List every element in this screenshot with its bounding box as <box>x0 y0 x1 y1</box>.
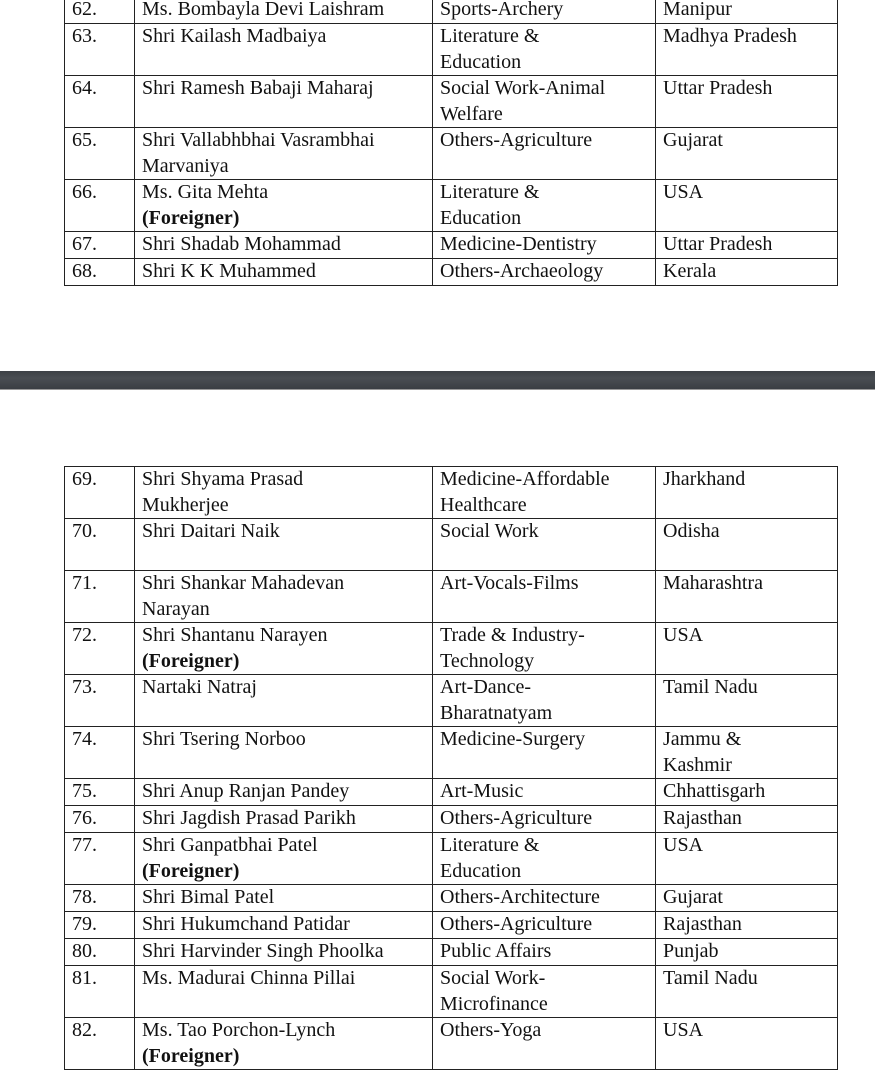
state-country-cell <box>656 833 838 885</box>
serial-number-cell <box>65 1018 135 1070</box>
serial-number-cell <box>65 885 135 912</box>
cell-text: 75. <box>72 780 97 802</box>
cell-text: Medicine-Surgery <box>440 728 586 750</box>
state-country-cell <box>656 467 838 519</box>
cell-text: Jharkhand <box>663 468 746 490</box>
state-country-cell <box>656 180 838 232</box>
table-body <box>65 0 838 286</box>
table-row <box>65 0 838 24</box>
cell-text: 71. <box>72 572 97 594</box>
cell-text: Others-Agriculture <box>440 129 593 151</box>
cell-text: Ms. Tao Porchon-Lynch <box>142 1019 336 1041</box>
field-cell <box>433 76 656 128</box>
cell-text: Shri Jagdish Prasad Parikh <box>142 807 356 829</box>
field-cell <box>433 519 656 571</box>
cell-text: Jammu & <box>663 728 742 750</box>
table-row <box>65 939 838 966</box>
serial-number-cell <box>65 623 135 675</box>
cell-text: Art-Vocals-Films <box>440 572 579 594</box>
cell-text: Shri Tsering Norboo <box>142 728 306 750</box>
awardee-name-cell <box>135 806 433 833</box>
state-country-cell <box>656 966 838 1018</box>
cell-text: 62. <box>72 0 97 20</box>
cell-text: Maharashtra <box>663 572 763 594</box>
awardee-name-cell <box>135 833 433 885</box>
table-row <box>65 727 838 779</box>
serial-number-cell <box>65 24 135 76</box>
serial-number-cell <box>65 76 135 128</box>
cell-text: 79. <box>72 913 97 935</box>
field-cell <box>433 0 656 24</box>
cell-text: Shri Harvinder Singh Phoolka <box>142 940 384 962</box>
cell-text: Bharatnatyam <box>440 701 553 724</box>
awardee-name-cell <box>135 939 433 966</box>
cell-text: Shri Ramesh Babaji Maharaj <box>142 77 374 99</box>
cell-text: Gujarat <box>663 129 723 151</box>
state-country-cell <box>656 675 838 727</box>
cell-text: Shri Ganpatbhai Patel <box>142 834 318 856</box>
field-cell <box>433 806 656 833</box>
cell-text: Education <box>440 206 522 229</box>
serial-number-cell <box>65 259 135 286</box>
table-row <box>65 885 838 912</box>
cell-text: Shri Hukumchand Patidar <box>142 913 350 935</box>
cell-text: Literature & <box>440 25 540 47</box>
state-country-cell <box>656 232 838 259</box>
state-country-cell <box>656 259 838 286</box>
cell-text: 77. <box>72 834 97 856</box>
serial-number-cell <box>65 939 135 966</box>
state-country-cell <box>656 885 838 912</box>
table-body <box>65 467 838 1070</box>
awardees-table-top <box>64 0 838 286</box>
serial-number-cell <box>65 912 135 939</box>
serial-number-cell <box>65 833 135 885</box>
cell-text: Technology <box>440 649 535 672</box>
awardee-name-cell <box>135 966 433 1018</box>
cell-text: Shri Bimal Patel <box>142 886 275 908</box>
cell-text: Others-Yoga <box>440 1019 542 1041</box>
cell-text: Shri Vallabhbhai Vasrambhai <box>142 129 375 151</box>
awardee-name-cell <box>135 467 433 519</box>
page-divider <box>0 371 875 389</box>
cell-text: Social Work-Animal <box>440 77 606 99</box>
cell-text: Kashmir <box>663 753 732 776</box>
field-cell <box>433 939 656 966</box>
table-row <box>65 24 838 76</box>
cell-text: 72. <box>72 624 97 646</box>
field-cell <box>433 623 656 675</box>
table-row <box>65 259 838 286</box>
cell-text: Others-Agriculture <box>440 913 593 935</box>
cell-text: USA <box>663 834 704 856</box>
cell-text: 70. <box>72 520 97 542</box>
cell-text: Ms. Madurai Chinna Pillai <box>142 967 356 989</box>
cell-text: Medicine-Affordable <box>440 468 610 490</box>
field-cell <box>433 779 656 806</box>
cell-text: Shri Shankar Mahadevan <box>142 572 345 594</box>
cell-text: Education <box>440 859 522 882</box>
awardee-name-cell <box>135 885 433 912</box>
serial-number-cell <box>65 806 135 833</box>
cell-text: Public Affairs <box>440 940 552 962</box>
cell-text: Kerala <box>663 260 717 282</box>
cell-text: Shri Shyama Prasad <box>142 468 304 490</box>
cell-text: 73. <box>72 676 97 698</box>
cell-text: Shri K K Muhammed <box>142 260 316 282</box>
awardees-table-bottom <box>64 466 838 1070</box>
cell-text: Shri Shantanu Narayen <box>142 624 328 646</box>
cell-text: 63. <box>72 25 97 47</box>
cell-text: Medicine-Dentistry <box>440 233 597 255</box>
cell-text: Tamil Nadu <box>663 967 758 989</box>
awardee-name-cell <box>135 0 433 24</box>
table-row <box>65 912 838 939</box>
cell-text: 74. <box>72 728 97 750</box>
cell-text: 69. <box>72 468 97 490</box>
foreigner-label: (Foreigner) <box>142 1044 240 1067</box>
table-row <box>65 232 838 259</box>
cell-text: Social Work- <box>440 967 546 989</box>
awardee-name-cell <box>135 779 433 806</box>
state-country-cell <box>656 623 838 675</box>
field-cell <box>433 966 656 1018</box>
field-cell <box>433 727 656 779</box>
table-row <box>65 180 838 232</box>
cell-text: Healthcare <box>440 493 527 516</box>
cell-text: Shri Daitari Naik <box>142 520 280 542</box>
awardee-name-cell <box>135 1018 433 1070</box>
state-country-cell <box>656 779 838 806</box>
table-row <box>65 519 838 571</box>
cell-text: 65. <box>72 129 97 151</box>
cell-text: 78. <box>72 886 97 908</box>
field-cell <box>433 232 656 259</box>
foreigner-label: (Foreigner) <box>142 649 240 672</box>
serial-number-cell <box>65 779 135 806</box>
serial-number-cell <box>65 232 135 259</box>
serial-number-cell <box>65 675 135 727</box>
field-cell <box>433 128 656 180</box>
awardee-name-cell <box>135 180 433 232</box>
awardee-name-cell <box>135 128 433 180</box>
cell-text: 81. <box>72 967 97 989</box>
serial-number-cell <box>65 128 135 180</box>
cell-text: Literature & <box>440 834 540 856</box>
state-country-cell <box>656 727 838 779</box>
state-country-cell <box>656 806 838 833</box>
cell-text: Shri Shadab Mohammad <box>142 233 341 255</box>
field-cell <box>433 180 656 232</box>
serial-number-cell <box>65 0 135 24</box>
state-country-cell <box>656 1018 838 1070</box>
awardee-name-cell <box>135 912 433 939</box>
state-country-cell <box>656 128 838 180</box>
cell-text: Welfare <box>440 102 503 125</box>
table-row <box>65 571 838 623</box>
cell-text: 66. <box>72 181 97 203</box>
cell-text: 76. <box>72 807 97 829</box>
cell-text: USA <box>663 1019 704 1041</box>
table-row <box>65 806 838 833</box>
cell-text: Social Work <box>440 520 539 542</box>
cell-text: Gujarat <box>663 886 723 908</box>
cell-text: Mukherjee <box>142 493 229 516</box>
table-row <box>65 966 838 1018</box>
cell-text: USA <box>663 181 704 203</box>
awardee-name-cell <box>135 571 433 623</box>
field-cell <box>433 467 656 519</box>
field-cell <box>433 833 656 885</box>
state-country-cell <box>656 939 838 966</box>
table-row <box>65 1018 838 1070</box>
cell-text: Others-Agriculture <box>440 807 593 829</box>
field-cell <box>433 912 656 939</box>
state-country-cell <box>656 571 838 623</box>
awardee-name-cell <box>135 519 433 571</box>
state-country-cell <box>656 519 838 571</box>
cell-text: 80. <box>72 940 97 962</box>
cell-text: Trade & Industry- <box>440 624 585 646</box>
serial-number-cell <box>65 727 135 779</box>
state-country-cell <box>656 0 838 24</box>
field-cell <box>433 571 656 623</box>
table-row <box>65 128 838 180</box>
table-row <box>65 76 838 128</box>
cell-text: Uttar Pradesh <box>663 77 773 99</box>
cell-text: 82. <box>72 1019 97 1041</box>
cell-text: Art-Music <box>440 780 524 802</box>
cell-text: Narayan <box>142 597 210 620</box>
state-country-cell <box>656 912 838 939</box>
table-row <box>65 675 838 727</box>
field-cell <box>433 1018 656 1070</box>
cell-text: Literature & <box>440 181 540 203</box>
cell-text: Marvaniya <box>142 154 229 177</box>
field-cell <box>433 885 656 912</box>
cell-text: Uttar Pradesh <box>663 233 773 255</box>
table-row <box>65 779 838 806</box>
cell-text: Sports-Archery <box>440 0 564 20</box>
cell-text: Others-Architecture <box>440 886 600 908</box>
awardee-name-cell <box>135 727 433 779</box>
serial-number-cell <box>65 467 135 519</box>
foreigner-label: (Foreigner) <box>142 206 240 229</box>
cell-text: Shri Anup Ranjan Pandey <box>142 780 350 802</box>
awardee-name-cell <box>135 623 433 675</box>
cell-text: 68. <box>72 260 97 282</box>
cell-text: Chhattisgarh <box>663 780 766 802</box>
serial-number-cell <box>65 571 135 623</box>
cell-text: 64. <box>72 77 97 99</box>
table-row <box>65 467 838 519</box>
cell-text: Shri Kailash Madbaiya <box>142 25 327 47</box>
cell-text: Ms. Bombayla Devi Laishram <box>142 0 385 20</box>
cell-text: Rajasthan <box>663 807 742 829</box>
cell-text: Nartaki Natraj <box>142 676 257 698</box>
cell-text: Punjab <box>663 940 719 962</box>
cell-text: USA <box>663 624 704 646</box>
awardee-name-cell <box>135 232 433 259</box>
cell-text: Education <box>440 50 522 73</box>
serial-number-cell <box>65 180 135 232</box>
cell-text: Others-Archaeology <box>440 260 604 282</box>
cell-text: Rajasthan <box>663 913 742 935</box>
cell-text: Madhya Pradesh <box>663 25 797 47</box>
serial-number-cell <box>65 519 135 571</box>
awardee-name-cell <box>135 24 433 76</box>
serial-number-cell <box>65 966 135 1018</box>
table-row <box>65 833 838 885</box>
cell-text: Odisha <box>663 520 720 542</box>
field-cell <box>433 259 656 286</box>
awardee-name-cell <box>135 76 433 128</box>
foreigner-label: (Foreigner) <box>142 859 240 882</box>
field-cell <box>433 675 656 727</box>
cell-text: Manipur <box>663 0 732 20</box>
cell-text: 67. <box>72 233 97 255</box>
state-country-cell <box>656 24 838 76</box>
cell-text: Tamil Nadu <box>663 676 758 698</box>
cell-text: Art-Dance- <box>440 676 532 698</box>
cell-text: Microfinance <box>440 992 548 1015</box>
cell-text: Ms. Gita Mehta <box>142 181 269 203</box>
table-row <box>65 623 838 675</box>
field-cell <box>433 24 656 76</box>
awardee-name-cell <box>135 675 433 727</box>
state-country-cell <box>656 76 838 128</box>
awardee-name-cell <box>135 259 433 286</box>
